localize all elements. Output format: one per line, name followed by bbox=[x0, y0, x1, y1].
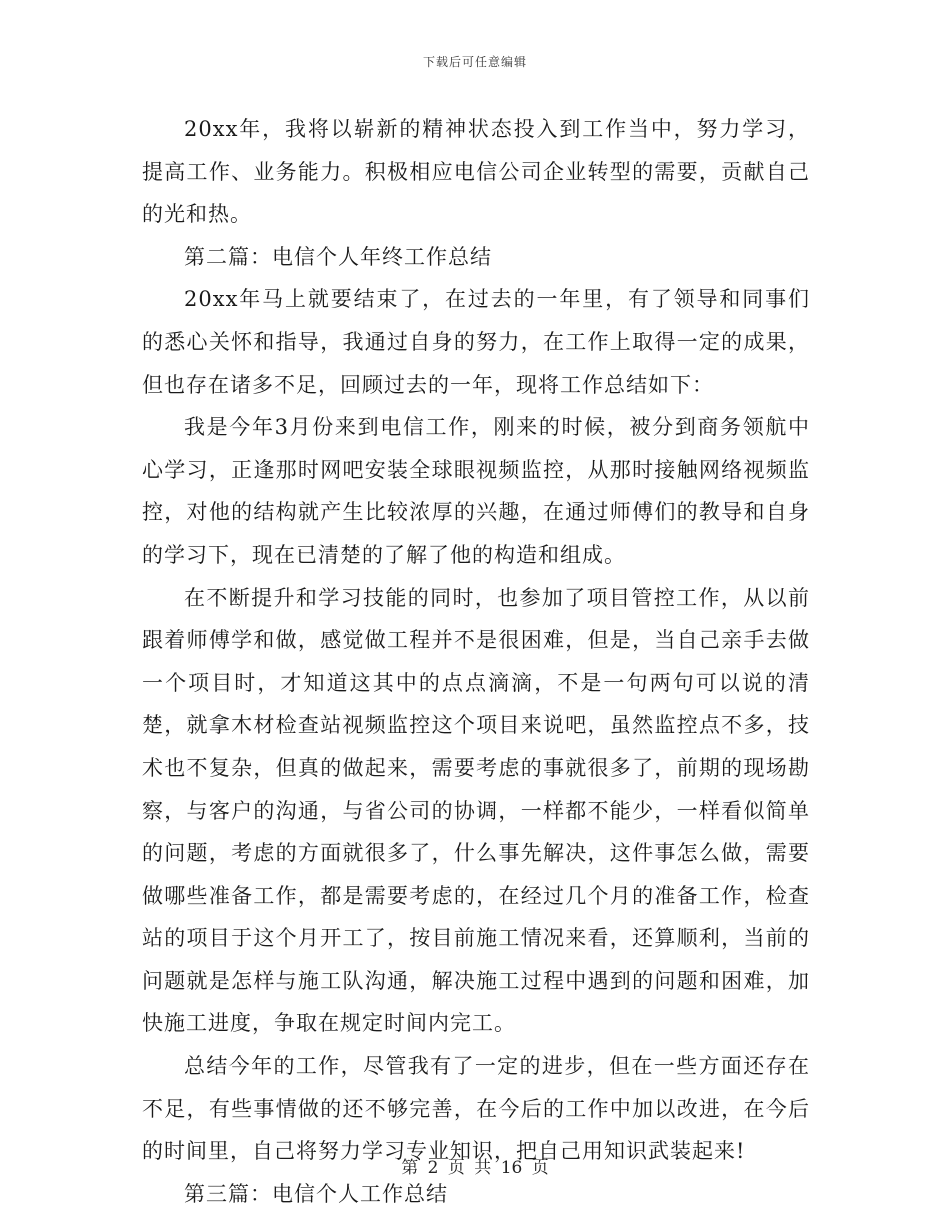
page-header: 下载后可任意编辑 bbox=[422, 55, 527, 69]
paragraph-intro: 20xx年马上就要结束了，在过去的一年里，有了领导和同事们的悉心关怀和指导，我通过自身的努力，在工作上取得一定的成果，但也存在诸多不足，回顾过去的一年，现将工作总结如下： bbox=[142, 287, 810, 397]
page-number-footer: 第 2 页 共 16 页 bbox=[401, 1158, 549, 1178]
document-body bbox=[142, 108, 810, 1215]
paragraph-project: 在不断提升和学习技能的同时，也参加了项目管控工作，从以前跟着师傅学和做，感觉做工程并不是很困难，但是，当自己亲手去做一个项目时，才知道这其中的点点滴滴，不是一句两句可以说的清楚，就拿木材检查站视频监控这个项目来说吧，虽然监控点不多，技术也不复杂，但真的做起来，需要考虑的事就很多了，前期的现场勘察，与客户的沟通，与省公司的协调，一样都不能少，一样看似简单的问题，考虑的方面就很多了，什么事先解决，这件事怎么做，需要做哪些准备工作，都是需要考虑的，在经过几个月的准备工作，检查站的项目于这个月开工了，按目前施工情况来看，还算顺利，当前的问题就是怎样与施工队沟通，解决施工过程中遇到的问题和困难，加快施工进度，争取在规定时间内完工。 bbox=[142, 585, 810, 1036]
paragraph-summary: 总结今年的工作，尽管我有了一定的进步，但在一些方面还存在不足，有些事情做的还不够完善，在今后的工作中加以改进，在今后的时间里，自己将努力学习专业知识，把自己用知识武装起来! bbox=[142, 1054, 810, 1164]
section-title-2: 第二篇：电信个人年终工作总结 bbox=[184, 244, 492, 269]
paragraph-learning: 我是今年3月份来到电信工作，刚来的时候，被分到商务领航中心学习，正逢那时网吧安装全球眼视频监控，从那时接触网络视频监控，对他的结构就产生比较浓厚的兴趣，在通过师傅们的教导和自身的学习下，现在已清楚的了解了他的构造和组成。 bbox=[142, 415, 810, 567]
paragraph-closing-remarks: 20xx年，我将以崭新的精神状态投入到工作当中，努力学习，提高工作、业务能力。积极相应电信公司企业转型的需要，贡献自己的光和热。 bbox=[142, 117, 810, 227]
section-title-3: 第三篇：电信个人工作总结 bbox=[184, 1181, 448, 1206]
